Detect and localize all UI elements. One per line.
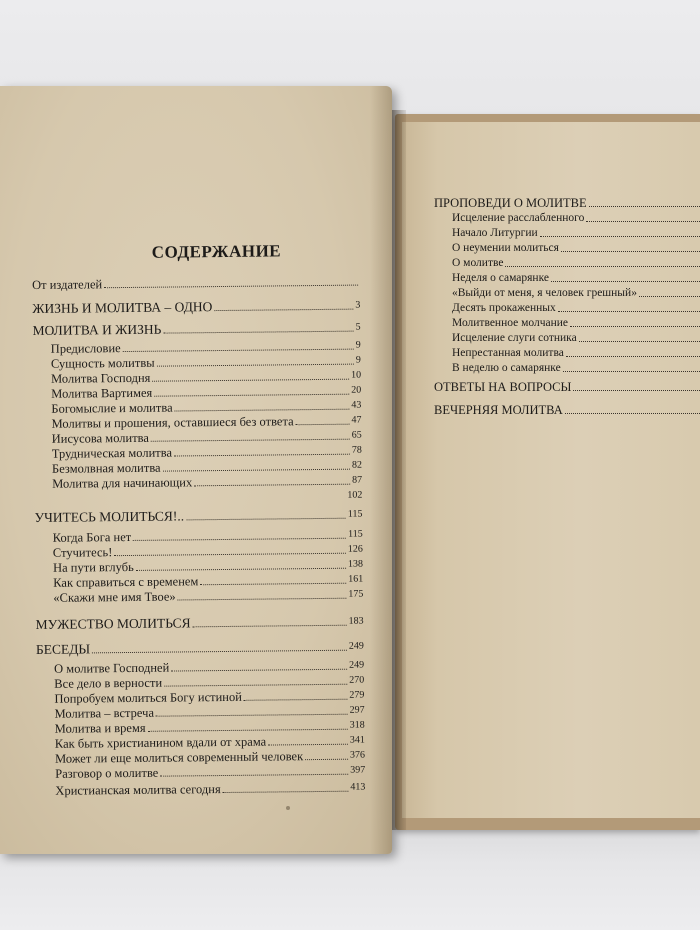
toc-entry-label: Молитвенное молчание bbox=[452, 317, 569, 329]
toc-leader-dots bbox=[639, 295, 700, 297]
toc-leader-dots bbox=[151, 438, 350, 442]
toc-entry bbox=[434, 196, 700, 210]
toc-entry-label: Богомыслие и молитва bbox=[51, 400, 173, 416]
toc-page-number: 341 bbox=[349, 734, 365, 746]
toc-leader-dots bbox=[163, 330, 353, 334]
toc-entry-label: В неделю о самарянке bbox=[452, 362, 561, 374]
toc-entry-label: На пути вглубь bbox=[52, 559, 134, 575]
toc-entry-label: Молитва Вартимея bbox=[51, 385, 153, 401]
toc-leader-dots bbox=[164, 683, 347, 687]
toc-page-number: 138 bbox=[347, 558, 364, 570]
toc-leader-dots bbox=[305, 758, 348, 760]
toc-entry-label: «Выйди от меня, я человек грешный» bbox=[452, 287, 637, 299]
toc-entry-label: ЖИЗНЬ И МОЛИТВА – ОДНО bbox=[32, 299, 213, 316]
toc-leader-dots bbox=[174, 453, 350, 457]
left-page bbox=[0, 86, 392, 854]
toc-entry bbox=[452, 316, 700, 330]
toc-leader-dots bbox=[194, 483, 350, 487]
toc-page-number: 82 bbox=[351, 459, 363, 471]
toc-entry-label: БЕСЕДЫ bbox=[35, 641, 91, 657]
toc-leader-dots bbox=[223, 790, 349, 793]
toc-leader-dots bbox=[171, 668, 347, 672]
toc-entry-label: Неделя о самарянке bbox=[452, 272, 549, 284]
toc-entry bbox=[52, 489, 362, 506]
toc-page-number: 183 bbox=[348, 615, 364, 627]
toc-leader-dots bbox=[244, 698, 348, 701]
toc-leader-dots bbox=[566, 355, 700, 357]
toc-page-number: 3 bbox=[355, 299, 361, 311]
toc-entry-label: Может ли еще молиться современный человек bbox=[54, 749, 304, 766]
toc-entry-label: МУЖЕСТВО МОЛИТЬСЯ bbox=[35, 615, 191, 632]
toc-leader-dots bbox=[200, 582, 346, 586]
toc-leader-dots bbox=[186, 517, 346, 521]
toc-entry bbox=[452, 241, 700, 255]
right-page bbox=[402, 122, 700, 818]
toc-page-number: 87 bbox=[352, 474, 363, 486]
toc-entry bbox=[434, 380, 700, 394]
toc-entry bbox=[32, 299, 360, 316]
toc-entry-label: Молитва – встреча bbox=[54, 705, 155, 721]
toc-page-number: 249 bbox=[349, 659, 365, 671]
toc-entry-label: Когда Бога нет bbox=[52, 529, 132, 545]
toc-leader-dots bbox=[570, 325, 700, 327]
toc-entry-label: Молитвы и прошения, оставшиеся без ответа bbox=[51, 414, 294, 431]
toc-page-number: 376 bbox=[349, 749, 366, 761]
toc-entry-label: МОЛИТВА И ЖИЗНЬ bbox=[32, 321, 162, 338]
toc-page-number: 47 bbox=[351, 414, 362, 426]
toc-entry-label: Стучитесь! bbox=[52, 545, 113, 560]
page-gutter-shadow bbox=[370, 86, 392, 854]
toc-entry-label: «Скажи мне имя Твое» bbox=[53, 589, 176, 605]
toc-leader-dots bbox=[193, 624, 347, 628]
toc-entry-label: Начало Литургии bbox=[452, 227, 538, 239]
toc-entry-label: ПРОПОВЕДИ О МОЛИТВЕ bbox=[434, 196, 587, 210]
toc-title: СОДЕРЖАНИЕ bbox=[151, 241, 282, 262]
toc-leader-dots bbox=[123, 348, 354, 352]
toc-entry-label: Как быть христианином вдали от храма bbox=[54, 734, 267, 751]
toc-entry bbox=[53, 588, 363, 605]
toc-leader-dots bbox=[114, 552, 346, 556]
page-mark bbox=[286, 806, 290, 810]
toc-page-number: 102 bbox=[347, 489, 363, 501]
toc-entry-label: Трудническая молитва bbox=[51, 445, 173, 461]
toc-entry bbox=[34, 508, 362, 525]
toc-entry-label: Молитва Господня bbox=[50, 370, 151, 386]
toc-page-number: 9 bbox=[355, 339, 361, 351]
toc-page-number: 65 bbox=[351, 429, 362, 441]
toc-entry-label: Непрестанная молитва bbox=[452, 347, 564, 359]
toc-leader-dots bbox=[563, 370, 700, 372]
toc-leader-dots bbox=[586, 220, 700, 222]
toc-entry bbox=[452, 286, 700, 300]
toc-page-number: 78 bbox=[351, 444, 362, 456]
toc-entry-label: Исцеление расслабленного bbox=[452, 212, 585, 224]
toc-entry-label: Иисусова молитва bbox=[51, 430, 149, 446]
toc-leader-dots bbox=[540, 235, 700, 237]
toc-entry-label: Все дело в верности bbox=[54, 675, 163, 691]
toc-entry-label: Попробуем молиться Богу истиной bbox=[54, 689, 242, 706]
toc-page-number: 20 bbox=[351, 384, 362, 396]
toc-leader-dots bbox=[505, 265, 700, 267]
toc-entry-label: Молитва для начинающих bbox=[52, 475, 193, 491]
toc-leader-dots bbox=[178, 597, 347, 601]
toc-leader-dots bbox=[152, 378, 349, 382]
toc-entry bbox=[452, 271, 700, 285]
toc-entry-label: От издателей bbox=[32, 277, 103, 292]
toc-leader-dots bbox=[551, 280, 700, 282]
toc-entry bbox=[452, 211, 700, 225]
toc-entry-label: О молитве bbox=[452, 257, 504, 269]
toc-entry-label: Сущность молитвы bbox=[50, 355, 155, 371]
toc-leader-dots bbox=[579, 340, 700, 342]
toc-entry bbox=[36, 640, 364, 657]
toc-page-number: 161 bbox=[348, 573, 364, 585]
toc-page-number: 318 bbox=[349, 719, 365, 731]
toc-entry bbox=[452, 226, 700, 240]
toc-leader-dots bbox=[160, 773, 348, 777]
toc-leader-dots bbox=[156, 713, 348, 717]
toc-page-number: 43 bbox=[351, 399, 362, 411]
toc-page-number: 126 bbox=[347, 543, 363, 555]
toc-leader-dots bbox=[214, 308, 353, 311]
toc-entry-label: ОТВЕТЫ НА ВОПРОСЫ bbox=[434, 380, 572, 394]
toc-page-number: 9 bbox=[355, 354, 361, 366]
toc-leader-dots bbox=[268, 743, 348, 746]
toc-entry bbox=[55, 764, 365, 781]
toc-entry bbox=[55, 781, 365, 798]
toc-entry bbox=[452, 346, 700, 360]
toc-leader-dots bbox=[558, 310, 700, 312]
toc-entry-label: Предисловие bbox=[50, 341, 121, 356]
toc-entry-label: Христианская молитва сегодня bbox=[55, 782, 221, 798]
toc-entry bbox=[32, 321, 360, 338]
toc-page-number: 5 bbox=[355, 321, 361, 333]
toc-leader-dots bbox=[148, 728, 348, 732]
toc-entry bbox=[434, 403, 700, 417]
toc-entry-label: ВЕЧЕРНЯЯ МОЛИТВА bbox=[434, 403, 563, 417]
toc-entry bbox=[452, 301, 700, 315]
toc-entry-label: Как справиться с временем bbox=[53, 574, 199, 590]
toc-leader-dots bbox=[296, 423, 350, 426]
toc-page-number: 413 bbox=[350, 781, 366, 793]
toc-page-number: 279 bbox=[349, 689, 365, 701]
toc-page-number: 270 bbox=[349, 674, 365, 686]
toc-leader-dots bbox=[163, 468, 350, 472]
toc-entry-label: Разговор о молитве bbox=[55, 765, 159, 781]
toc-page-number: 397 bbox=[350, 764, 366, 776]
toc-leader-dots bbox=[157, 363, 354, 367]
toc-leader-dots bbox=[589, 205, 700, 207]
toc-entry-label: УЧИТЕСЬ МОЛИТЬСЯ!.. bbox=[34, 508, 185, 525]
toc-leader-dots bbox=[104, 284, 358, 289]
toc-leader-dots bbox=[573, 389, 700, 391]
toc-page-number: 115 bbox=[348, 528, 363, 540]
toc-entry-label: О неумении молиться bbox=[452, 242, 559, 254]
toc-entry-label: Молитва и время bbox=[54, 720, 146, 736]
toc-entry-label: О молитве Господней bbox=[54, 660, 170, 676]
toc-entry bbox=[452, 331, 700, 345]
toc-leader-dots bbox=[565, 412, 700, 414]
toc-page-number: 10 bbox=[350, 369, 362, 381]
toc-page-number: 115 bbox=[347, 508, 363, 520]
toc-entry bbox=[32, 275, 360, 292]
toc-leader-dots bbox=[92, 649, 347, 654]
toc-entry-label: Исцеление слуги сотника bbox=[452, 332, 577, 344]
toc-leader-dots bbox=[133, 537, 346, 541]
toc-page-number: 249 bbox=[348, 640, 364, 652]
toc-leader-dots bbox=[154, 393, 349, 397]
toc-entry bbox=[452, 361, 700, 375]
toc-entry-label: Безмолвная молитва bbox=[51, 460, 161, 476]
toc-entry bbox=[452, 256, 700, 270]
toc-leader-dots bbox=[136, 567, 346, 571]
toc-entry bbox=[36, 615, 364, 632]
toc-page-number: 175 bbox=[348, 588, 364, 600]
toc-leader-dots bbox=[561, 250, 700, 252]
toc-leader-dots bbox=[175, 408, 350, 412]
toc-page-number: 297 bbox=[349, 704, 365, 716]
toc-entry-label: Десять прокаженных bbox=[452, 302, 556, 314]
